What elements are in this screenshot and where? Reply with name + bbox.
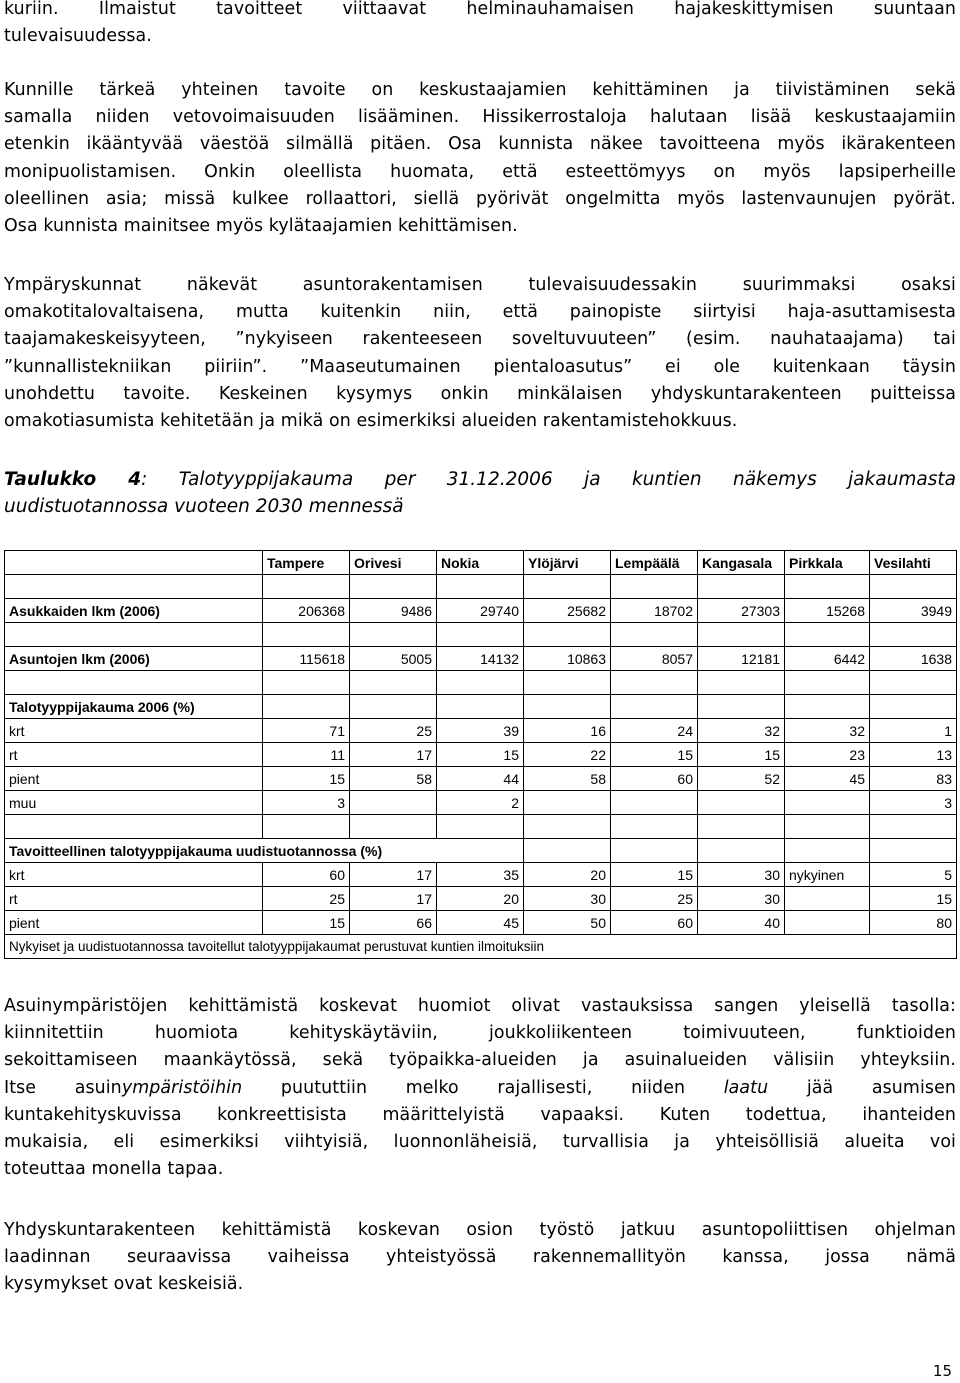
table-cell: 20 (437, 887, 524, 911)
table-cell (698, 791, 785, 815)
table-row-section-title (5, 695, 957, 719)
table-cell: 45 (437, 911, 524, 935)
column-header: Pirkkala (785, 551, 870, 575)
table-cell: 44 (437, 767, 524, 791)
text-line: omakotiasumista kehitetään ja mikä on esimerkiksi alueiden rakentamistehokkuus. (4, 411, 738, 432)
row-label: krt (5, 863, 263, 887)
text-line: tulevaisuudessa. (4, 26, 152, 47)
text-line: laadinnan seuraavissa vaiheissa yhteistyössä rakennemallityön kanssa, jossa nämä (4, 1247, 956, 1268)
table-row (5, 791, 957, 815)
row-label: muu (5, 791, 263, 815)
table-cell: 11 (263, 743, 350, 767)
table-cell: 15 (263, 911, 350, 935)
table-cell (785, 887, 870, 911)
table-row-note (5, 935, 957, 959)
table-row-asunnot (5, 647, 957, 671)
paragraph-ymparyskunnat (4, 272, 956, 435)
table-cell: 3 (263, 791, 350, 815)
table-cell: 60 (263, 863, 350, 887)
table-cell: 71 (263, 719, 350, 743)
table-caption-text: uudistuotannossa vuoteen 2030 mennessä (4, 496, 404, 517)
row-label: pient (5, 767, 263, 791)
text-line: monipuolistamisen. Onkin oleellista huomata, että esteettömyys on myös lapsiperheille (4, 161, 956, 182)
column-header: Lempäälä (611, 551, 698, 575)
text-segment: jää asumisen (768, 1077, 956, 1098)
table-cell: 2 (437, 791, 524, 815)
text-line: ”kunnallistekniikan piiriin”. ”Maaseutumainen pientaloasutus” ei ole kuitenkaan täysin (4, 356, 956, 377)
table-cell: 20 (524, 863, 611, 887)
table-cell: 12181 (698, 647, 785, 671)
table-row (5, 743, 957, 767)
table-cell: 52 (698, 767, 785, 791)
table-cell (611, 791, 698, 815)
table-caption (4, 466, 956, 520)
table-row-section-title (5, 839, 957, 863)
table-row-asukkaat (5, 599, 957, 623)
text-line: Osa kunnista mainitsee myös kylätaajamien kehittämisen. (4, 216, 518, 237)
text-line: Kunnille tärkeä yhteinen tavoite on keskustaajamien kehittäminen ja tiivistäminen sekä (4, 80, 956, 100)
table-cell: 15 (611, 743, 698, 767)
text-line: omakotitalovaltaisena, mutta kuitenkin niin, että painopiste siirtyisi haja-asuttamisesta (4, 302, 956, 323)
row-label: pient (5, 911, 263, 935)
table-row (5, 887, 957, 911)
table-cell: 60 (611, 767, 698, 791)
text-line: Yhdyskuntarakenteen kehittämistä koskevan osion työstö jatkuu asuntopoliittisen ohjelman (4, 1220, 956, 1240)
table-cell: 30 (698, 863, 785, 887)
paragraph-asuinymparistot (4, 993, 956, 1183)
table-row (5, 551, 957, 575)
table-row-empty (5, 671, 957, 695)
text-line: etenkin ikääntyvää väestöä silmällä pitäen. Osa kunnista näkee tavoitteena myös ikärakenteen (4, 134, 956, 155)
column-header: Tampere (263, 551, 350, 575)
table-row-empty (5, 575, 957, 599)
text-line: sekoittamiseen maankäytössä, sekä työpaikka-alueiden ja asuinalueiden välisiin yhteyksiin. (4, 1050, 956, 1071)
paragraph-intro (4, 0, 956, 50)
table-cell: 30 (698, 887, 785, 911)
table-cell: 15 (437, 743, 524, 767)
paragraph-keskustaajamat (4, 77, 956, 240)
table-cell: 17 (350, 887, 437, 911)
text-line: taajamakeskeisyyteen, ”nykyiseen rakenteeseen soveltuvuuteen” (esim. nauhataajama) tai (4, 329, 956, 350)
table-cell: 50 (524, 911, 611, 935)
table-cell: 22 (524, 743, 611, 767)
column-header: Kangasala (698, 551, 785, 575)
text-line: toteuttaa monella tapaa. (4, 1159, 224, 1180)
table-cell: 15 (611, 863, 698, 887)
table-cell: 45 (785, 767, 870, 791)
table-cell: 13 (870, 743, 957, 767)
table-cell: 5005 (350, 647, 437, 671)
text-line: Ympäryskunnat näkevät asuntorakentamisen tulevaisuudessakin suurimmaksi osaksi (4, 275, 956, 295)
table-cell: 25 (263, 887, 350, 911)
column-header: Orivesi (350, 551, 437, 575)
table-cell: 35 (437, 863, 524, 887)
table-cell: 14132 (437, 647, 524, 671)
table-cell: 32 (698, 719, 785, 743)
emphasis-text: laatu (723, 1077, 769, 1098)
text-line: kuntakehityskuvissa konkreettisista määrittelyistä vapaaksi. Kuten todettua, ihanteiden (4, 1104, 956, 1125)
table-cell: 25682 (524, 599, 611, 623)
table-row-empty (5, 815, 957, 839)
table-cell (5, 551, 263, 575)
table-cell: 15 (870, 887, 957, 911)
table-cell: 1 (870, 719, 957, 743)
text-line: mukaisia, eli esimerkiksi viihtyisiä, luonnonläheisiä, turvallisia ja yhteisöllisiä alueita voi (4, 1132, 956, 1153)
table-cell: 58 (524, 767, 611, 791)
table-cell: 83 (870, 767, 957, 791)
row-label: Asukkaiden lkm (2006) (5, 599, 263, 623)
table-cell: 5 (870, 863, 957, 887)
table-cell: 25 (611, 887, 698, 911)
table-caption-label: Taulukko 4 (4, 469, 142, 490)
table-cell: 39 (437, 719, 524, 743)
column-header: Nokia (437, 551, 524, 575)
table-cell: 17 (350, 863, 437, 887)
row-label: Asuntojen lkm (2006) (5, 647, 263, 671)
table-cell: 40 (698, 911, 785, 935)
table-cell (785, 911, 870, 935)
table-row (5, 911, 957, 935)
text-line: Asuinympäristöjen kehittämistä koskevat huomiot olivat vastauksissa sangen yleisellä tasolla: (4, 996, 956, 1016)
table-cell: 3949 (870, 599, 957, 623)
page-number: 15 (932, 1362, 952, 1380)
row-label: krt (5, 719, 263, 743)
table-cell (785, 791, 870, 815)
table-cell: 25 (350, 719, 437, 743)
table-cell: 15268 (785, 599, 870, 623)
table-cell: 9486 (350, 599, 437, 623)
text-line: samalla niiden vetovoimaisuuden lisääminen. Hissikerrostaloja halutaan lisää keskustaajamiin (4, 107, 956, 128)
emphasis-text: ympäristöihin (121, 1077, 243, 1098)
column-header: Ylöjärvi (524, 551, 611, 575)
table-note: Nykyiset ja uudistuotannossa tavoitellut talotyyppijakaumat perustuvat kuntien ilmoituksiin (5, 935, 957, 959)
section-title: Tavoitteellinen talotyyppijakauma uudistuotannossa (%) (5, 839, 524, 863)
column-header: Vesilahti (870, 551, 957, 575)
table-cell: 60 (611, 911, 698, 935)
text-line: kiinnitettiin huomiota kehityskäytäviin, joukkoliikenteen toimivuuteen, funktioiden (4, 1023, 956, 1044)
table-row-empty (5, 623, 957, 647)
table-cell: 6442 (785, 647, 870, 671)
table-cell: 1638 (870, 647, 957, 671)
table-cell: 10863 (524, 647, 611, 671)
table-cell: 66 (350, 911, 437, 935)
text-line: oleellinen asia; missä kulkee rollaattori, siellä pyörivät ongelmitta myös lastenvaunujen pyörät. (4, 188, 956, 209)
table-cell: 15 (263, 767, 350, 791)
row-label: rt (5, 743, 263, 767)
text-line: kuriin. Ilmaistut tavoitteet viittaavat helminauhamaisen hajakeskittymisen suuntaan (4, 0, 956, 19)
table-cell: 15 (698, 743, 785, 767)
table-cell: 27303 (698, 599, 785, 623)
row-label: rt (5, 887, 263, 911)
text-line: kysymykset ovat keskeisiä. (4, 1274, 244, 1295)
table-cell: 8057 (611, 647, 698, 671)
text-segment: puututtiin melko rajallisesti, niiden (242, 1077, 724, 1098)
table-cell: 17 (350, 743, 437, 767)
section-title: Talotyyppijakauma 2006 (%) (5, 695, 263, 719)
table-cell: 80 (870, 911, 957, 935)
table-cell: 16 (524, 719, 611, 743)
table-row (5, 863, 957, 887)
table-cell: 115618 (263, 647, 350, 671)
table-cell: 29740 (437, 599, 524, 623)
table-cell: 58 (350, 767, 437, 791)
table-cell: nykyinen (785, 863, 870, 887)
paragraph-yhdyskuntarakenne (4, 1217, 956, 1299)
table-cell (524, 791, 611, 815)
text-line: unohdettu tavoite. Keskeinen kysymys onkin minkälaisen yhdyskuntarakenteen puitteissa (4, 383, 956, 404)
table-row (5, 767, 957, 791)
table-caption-text: : Talotyyppijakauma per 31.12.2006 ja kuntien näkemys jakaumasta (141, 469, 956, 490)
text-line (4, 1075, 956, 1102)
table-cell: 18702 (611, 599, 698, 623)
table-cell: 30 (524, 887, 611, 911)
table-row (5, 719, 957, 743)
table-cell: 3 (870, 791, 957, 815)
table-cell (350, 791, 437, 815)
table-cell: 206368 (263, 599, 350, 623)
table-cell: 32 (785, 719, 870, 743)
table-cell: 24 (611, 719, 698, 743)
table-cell: 23 (785, 743, 870, 767)
text-segment: Itse asuin (4, 1077, 122, 1098)
talotyyppi-table (4, 550, 957, 959)
